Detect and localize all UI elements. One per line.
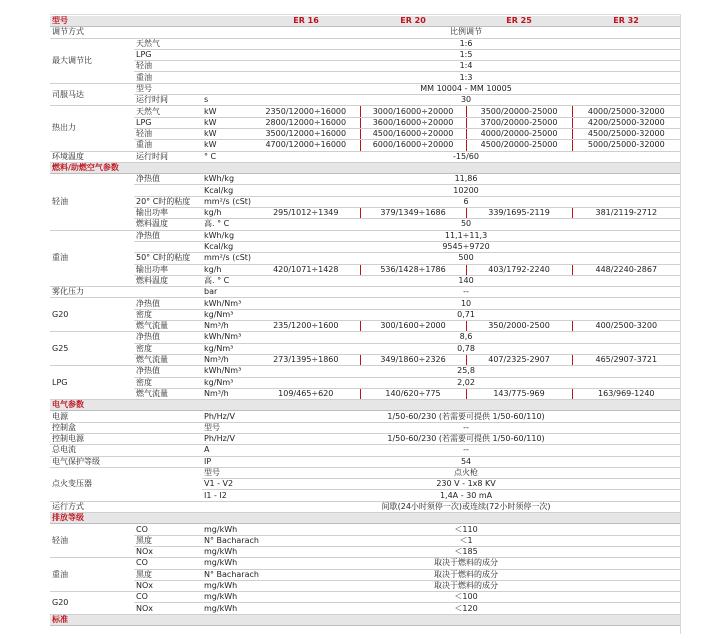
em-light-param: 黑度 — [134, 535, 202, 546]
table-row — [50, 569, 680, 580]
heavy-oil-unit: kg/h — [202, 264, 252, 275]
lpg-cell: 143/775-969 — [466, 388, 572, 399]
table-row — [50, 354, 680, 365]
heat-cell: 3000/16000÷20000 — [360, 106, 466, 117]
light-oil-param: 输出功率 — [134, 208, 202, 219]
g25-unit: kWh/Nm³ — [202, 332, 252, 343]
heavy-oil-cell: 536/1428÷1786 — [360, 264, 466, 275]
g20-value: 0,71 — [252, 309, 680, 320]
electrical-value: -- — [252, 445, 680, 456]
table-row — [50, 275, 680, 286]
lpg-param: 密度 — [134, 377, 202, 388]
em-heavy-unit: mg/kWh — [202, 558, 252, 569]
heat-unit: kW — [202, 117, 252, 128]
heavy-oil-param: 燃料温度 — [134, 275, 202, 286]
table-row — [50, 140, 680, 151]
light-oil-unit: 高. ° C — [202, 219, 252, 230]
em-g20-param: NOx — [134, 603, 202, 614]
table-row — [50, 592, 680, 603]
turndown-fuel: LPG — [134, 49, 252, 60]
section-row — [50, 400, 680, 411]
heavy-oil-param: 输出功率 — [134, 264, 202, 275]
heat-cell: 4700/12000÷16000 — [252, 140, 360, 151]
lpg-unit: kg/Nm³ — [202, 377, 252, 388]
modulation-value: 比例调节 — [252, 27, 680, 38]
em-heavy-param: NOx — [134, 580, 202, 591]
electrical-value: 1/50-60/230 (若需要可提供 1/50-60/110) — [252, 411, 680, 422]
g25-cell: 465/2907-3721 — [572, 354, 680, 365]
heat-label: 热出力 — [50, 106, 134, 151]
g20-param: 密度 — [134, 309, 202, 320]
modulation-label: 调节方式 — [50, 27, 252, 38]
table-row — [50, 287, 680, 298]
em-heavy-param: CO — [134, 558, 202, 569]
table-row — [50, 83, 680, 94]
heat-cell: 4200/25000-32000 — [572, 117, 680, 128]
ambient-label: 环境温度 — [50, 151, 134, 162]
atomizing-value: -- — [252, 287, 680, 298]
electrical-label: 电气保护等级 — [50, 456, 202, 467]
heavy-oil-label: 重油 — [50, 230, 134, 286]
heat-cell: 4500/25000-32000 — [572, 128, 680, 139]
heat-fuel: 天然气 — [134, 106, 202, 117]
em-heavy-label: 重油 — [50, 558, 134, 592]
table-row — [50, 174, 680, 185]
section-row — [50, 614, 680, 625]
em-g20-label: G20 — [50, 592, 134, 615]
heat-cell: 3700/20000-25000 — [466, 117, 572, 128]
lpg-value: 25,8 — [252, 366, 680, 377]
model-label: 型号 — [50, 16, 252, 27]
electrical-label: 电源 — [50, 411, 202, 422]
turndown-value: 1:6 — [252, 38, 680, 49]
g25-unit: kg/Nm³ — [202, 343, 252, 354]
section-row — [50, 162, 680, 173]
turndown-label: 最大调节比 — [50, 38, 134, 83]
em-heavy-param: 黑度 — [134, 569, 202, 580]
em-light-unit: mg/kWh — [202, 524, 252, 535]
heat-cell: 4000/20000-25000 — [466, 128, 572, 139]
table-row — [50, 366, 680, 377]
heat-fuel: LPG — [134, 117, 202, 128]
g20-cell: 235/1200÷1600 — [252, 321, 360, 332]
g25-param: 净热值 — [134, 332, 202, 343]
servo-unit: s — [202, 95, 252, 106]
heavy-oil-param: 50° C时的粘度 — [134, 253, 202, 264]
g25-cell: 407/2325-2907 — [466, 354, 572, 365]
table-row — [50, 117, 680, 128]
electrical-value: 1/50-60/230 (若需要可提供 1/50-60/110) — [252, 433, 680, 444]
g20-unit: kWh/Nm³ — [202, 298, 252, 309]
g20-label: G20 — [50, 298, 134, 332]
atomizing-unit: bar — [202, 287, 252, 298]
heat-cell: 6000/16000÷20000 — [360, 140, 466, 151]
heavy-oil-param — [134, 241, 202, 252]
turndown-fuel: 天然气 — [134, 38, 252, 49]
section-electrical-title: 电气参数 — [50, 400, 680, 411]
ignition-unit: 型号 — [202, 467, 252, 478]
light-oil-value: 6 — [252, 196, 680, 207]
electrical-value: -- — [252, 422, 680, 433]
table-row — [50, 558, 680, 569]
lpg-label: LPG — [50, 366, 134, 400]
table-row — [50, 433, 680, 444]
section-row — [50, 513, 680, 524]
table-row — [50, 49, 680, 60]
heat-unit: kW — [202, 128, 252, 139]
heat-unit: kW — [202, 140, 252, 151]
em-heavy-unit: mg/kWh — [202, 580, 252, 591]
table-row — [50, 298, 680, 309]
turndown-value: 1:5 — [252, 49, 680, 60]
heat-fuel: 轻油 — [134, 128, 202, 139]
heat-cell: 3600/16000÷20000 — [360, 117, 466, 128]
table-row — [50, 332, 680, 343]
ambient-param: 运行时间 — [134, 151, 202, 162]
em-light-param: CO — [134, 524, 202, 535]
light-oil-unit: mm²/s (cSt) — [204, 196, 252, 206]
heat-cell: 3500/20000-25000 — [466, 106, 572, 117]
turndown-value: 1:3 — [252, 72, 680, 83]
heat-cell: 5000/25000-32000 — [572, 140, 680, 151]
turndown-value: 1:4 — [252, 61, 680, 72]
light-oil-cell: 381/2119-2712 — [572, 208, 680, 219]
g25-param: 燃气流量 — [134, 354, 202, 365]
g25-value: 0,78 — [252, 343, 680, 354]
servo-label: 司服马达 — [50, 83, 134, 106]
table-row — [50, 535, 680, 546]
table-row — [50, 411, 680, 422]
turndown-fuel: 重油 — [134, 72, 252, 83]
model-er25: ER 25 — [466, 16, 572, 27]
table-row — [50, 230, 680, 241]
table-row — [50, 61, 680, 72]
table-row — [50, 128, 680, 139]
em-heavy-value: 取决于燃料的成分 — [252, 580, 680, 591]
header-row — [50, 16, 680, 27]
g25-label: G25 — [50, 332, 134, 366]
table-row — [50, 546, 680, 557]
table-row — [50, 445, 680, 456]
g25-value: 8,6 — [252, 332, 680, 343]
model-er20: ER 20 — [360, 16, 466, 27]
table-row — [50, 196, 680, 207]
em-g20-unit: mg/kWh — [202, 603, 252, 614]
table-row — [50, 264, 680, 275]
servo-value: MM 10004 - MM 10005 — [252, 83, 680, 94]
table-row — [50, 208, 680, 219]
lpg-param: 燃气流量 — [134, 388, 202, 399]
ignition-unit: V1 - V2 — [202, 479, 252, 490]
g25-unit: Nm³/h — [202, 354, 252, 365]
table-row — [50, 38, 680, 49]
lpg-param: 净热值 — [134, 366, 202, 377]
em-light-label: 轻油 — [50, 524, 134, 558]
ambient-unit: ° C — [202, 151, 252, 162]
ignition-label: 点火变压器 — [50, 467, 202, 501]
model-er32: ER 32 — [572, 16, 680, 27]
em-g20-value: ＜100 — [252, 592, 680, 603]
ignition-value: 点火枪 — [252, 467, 680, 478]
g20-cell: 300/1600÷2000 — [360, 321, 466, 332]
heat-cell: 4500/20000-25000 — [466, 140, 572, 151]
g20-value: 10 — [252, 298, 680, 309]
lpg-value: 2,02 — [252, 377, 680, 388]
ambient-value: -15/60 — [252, 151, 680, 162]
section-emission-title: 排放等级 — [50, 513, 680, 524]
g20-param: 燃气流量 — [134, 321, 202, 332]
electrical-unit: 型号 — [202, 422, 252, 433]
em-light-value: ＜1 — [252, 535, 680, 546]
table-row — [50, 106, 680, 117]
heat-cell: 2800/12000÷16000 — [252, 117, 360, 128]
electrical-unit: IP — [202, 456, 252, 467]
heavy-oil-value: 140 — [252, 275, 680, 286]
heavy-oil-cell: 403/1792-2240 — [466, 264, 572, 275]
table-row — [50, 321, 680, 332]
electrical-unit: Ph/Hz/V — [202, 411, 252, 422]
light-oil-cell: 339/1695-2119 — [466, 208, 572, 219]
em-g20-unit: mg/kWh — [202, 592, 252, 603]
g20-unit: kg/Nm³ — [202, 309, 252, 320]
em-heavy-value: 取决于燃料的成分 — [252, 558, 680, 569]
heavy-oil-cell: 420/1071÷1428 — [252, 264, 360, 275]
table-row — [50, 580, 680, 591]
model-er16: ER 16 — [252, 16, 360, 27]
light-oil-unit: kg/h — [202, 208, 252, 219]
electrical-value: 54 — [252, 456, 680, 467]
table-row — [50, 388, 680, 399]
heavy-oil-unit: mm²/s (cSt) — [204, 253, 252, 263]
heat-cell: 3500/12000÷16000 — [252, 128, 360, 139]
light-oil-cell: 295/1012÷1349 — [252, 208, 360, 219]
table-row — [50, 241, 680, 252]
light-oil-param: 净热值 — [134, 174, 202, 185]
table-row — [50, 309, 680, 320]
lpg-unit: Nm³/h — [202, 388, 252, 399]
table-row — [50, 95, 680, 106]
light-oil-value: 50 — [252, 219, 680, 230]
light-oil-param: 20° C时的粘度 — [134, 196, 202, 207]
table-row — [50, 185, 680, 196]
heat-unit: kW — [202, 106, 252, 117]
electrical-label: 控制盒 — [50, 422, 202, 433]
em-heavy-unit: N° Bacharach — [204, 569, 259, 579]
electrical-unit: A — [202, 445, 252, 456]
g20-cell: 350/2000-2500 — [466, 321, 572, 332]
g25-cell: 273/1395÷1860 — [252, 354, 360, 365]
heavy-oil-value: 11,1÷11,3 — [252, 230, 680, 241]
heavy-oil-cell: 448/2240-2867 — [572, 264, 680, 275]
heavy-oil-unit: Kcal/kg — [202, 241, 252, 252]
table-row — [50, 603, 680, 614]
electrical-label: 总电流 — [50, 445, 202, 456]
table-row — [50, 151, 680, 162]
heavy-oil-value: 9545÷9720 — [252, 241, 680, 252]
table-row — [50, 27, 680, 38]
light-oil-param — [134, 185, 202, 196]
heavy-oil-unit: 高. ° C — [202, 275, 252, 286]
heat-cell: 4000/25000-32000 — [572, 106, 680, 117]
light-oil-cell: 379/1349÷1686 — [360, 208, 466, 219]
ignition-value: 1,4A - 30 mA — [252, 490, 680, 501]
lpg-cell: 163/969-1240 — [572, 388, 680, 399]
servo-param: 运行时间 — [134, 95, 202, 106]
heavy-oil-value: 500 — [252, 253, 680, 264]
em-light-value: ＜185 — [252, 546, 680, 557]
light-oil-value: 10200 — [252, 185, 680, 196]
table-row — [50, 467, 680, 478]
spec-table — [50, 16, 680, 626]
frame-top-line — [50, 14, 680, 15]
light-oil-param: 燃料温度 — [134, 219, 202, 230]
g25-cell: 349/1860÷2326 — [360, 354, 466, 365]
table-row — [50, 219, 680, 230]
em-light-value: ＜110 — [252, 524, 680, 535]
atomizing-label: 雾化压力 — [50, 287, 202, 298]
operation-value: 间歇(24小时须停一次)或连续(72小时须停一次) — [252, 501, 680, 512]
electrical-unit: Ph/Hz/V — [202, 433, 252, 444]
table-row — [50, 343, 680, 354]
electrical-label: 控制电源 — [50, 433, 202, 444]
em-heavy-value: 取决于燃料的成分 — [252, 569, 680, 580]
ignition-value: 230 V - 1x8 KV — [252, 479, 680, 490]
table-row — [50, 456, 680, 467]
servo-value: 30 — [252, 95, 680, 106]
em-light-unit: mg/kWh — [202, 546, 252, 557]
heat-fuel: 重油 — [134, 140, 202, 151]
heavy-oil-unit: kWh/kg — [202, 230, 252, 241]
lpg-cell: 109/465÷620 — [252, 388, 360, 399]
table-row — [50, 72, 680, 83]
section-standard-title: 标准 — [50, 614, 680, 625]
heavy-oil-param: 净热值 — [134, 230, 202, 241]
em-g20-value: ＜120 — [252, 603, 680, 614]
heat-cell: 2350/12000÷16000 — [252, 106, 360, 117]
servo-param: 型号 — [134, 83, 252, 94]
turndown-fuel: 轻油 — [134, 61, 252, 72]
table-row — [50, 422, 680, 433]
table-row — [50, 501, 680, 512]
frame-right-line — [680, 14, 681, 634]
g20-cell: 400/2500-3200 — [572, 321, 680, 332]
light-oil-unit: kWh/kg — [202, 174, 252, 185]
em-light-unit: N° Bacharach — [204, 535, 259, 545]
light-oil-label: 轻油 — [50, 174, 134, 230]
g25-param: 密度 — [134, 343, 202, 354]
lpg-unit: kWh/Nm³ — [202, 366, 252, 377]
light-oil-unit: Kcal/kg — [202, 185, 252, 196]
operation-label: 运行方式 — [50, 501, 252, 512]
table-row — [50, 377, 680, 388]
table-row — [50, 524, 680, 535]
heat-cell: 4500/16000÷20000 — [360, 128, 466, 139]
light-oil-value: 11,86 — [252, 174, 680, 185]
table-row — [50, 253, 680, 264]
section-fuel-title: 燃料/助燃空气参数 — [50, 162, 680, 173]
g20-unit: Nm³/h — [202, 321, 252, 332]
em-light-param: NOx — [134, 546, 202, 557]
ignition-unit: I1 - I2 — [202, 490, 252, 501]
em-g20-param: CO — [134, 592, 202, 603]
lpg-cell: 140/620÷775 — [360, 388, 466, 399]
g20-param: 净热值 — [134, 298, 202, 309]
